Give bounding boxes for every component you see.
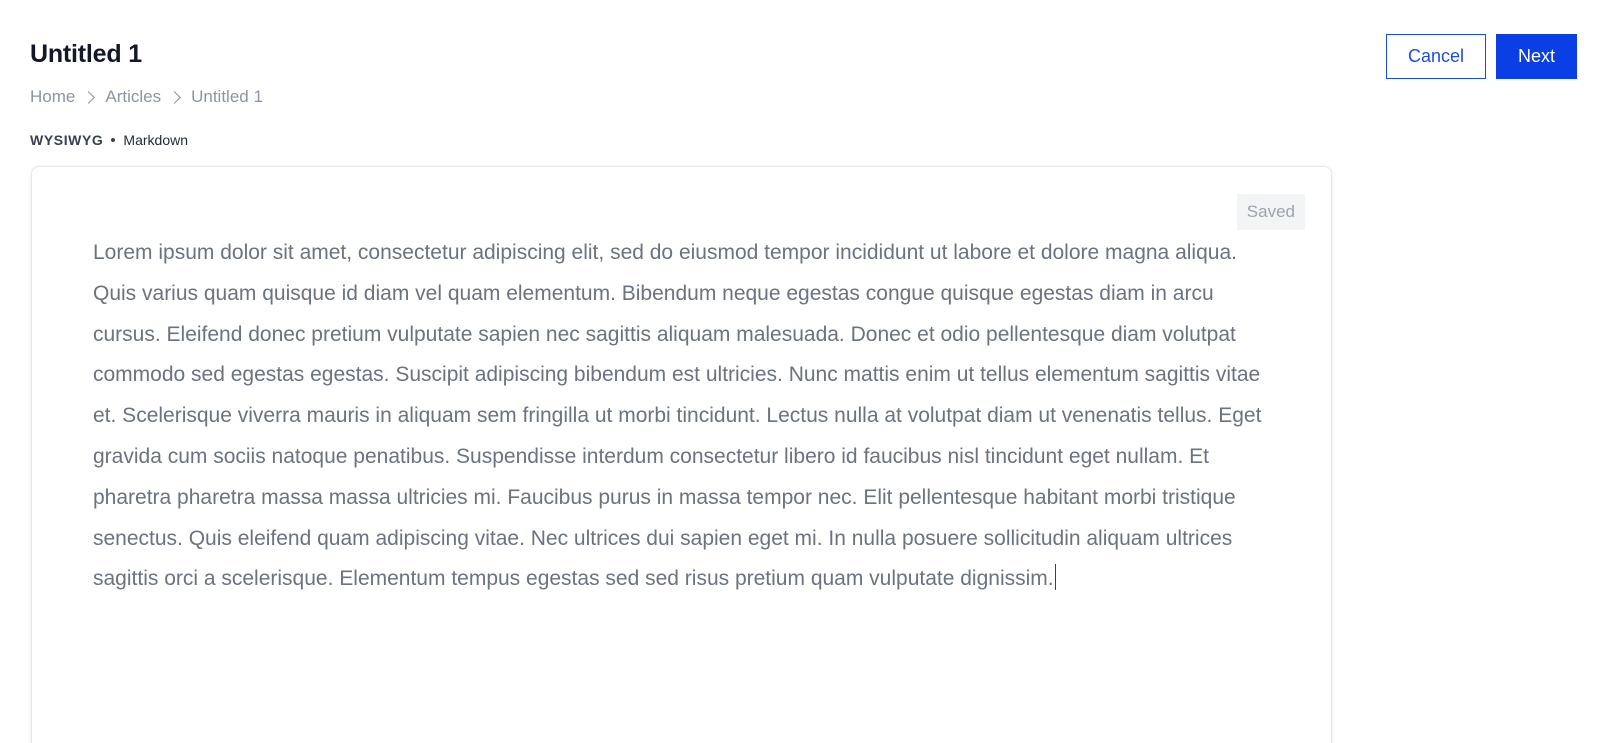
editor-content: Lorem ipsum dolor sit amet, consectetur adipiscing elit, sed do eiusmod tempor incididunt ut labore et dolore magna aliqua. Quis varius quam quisque id diam vel quam elementum. Bibendum neque egestas congue quisque egestas diam in arcu cursus. Eleifend donec pretium vulputate sapien nec sagittis aliquam malesuada. Donec et odio pellentesque diam volutpat commodo sed egestas egestas. Suscipit adipiscing bibendum est ultricies. Nunc mattis enim ut tellus elementum sagittis vitae et. Scelerisque viverra mauris in aliquam sem fringilla ut morbi tincidunt. Lectus nulla at volutpat diam ut venenatis tellus. Eget gravida cum sociis natoque penatibus. Suspendisse interdum consectetur libero id faucibus nisl tincidunt eget nullam. Et pharetra pharetra massa massa ultricies mi. Faucibus purus in massa tempor nec. Elit pellentesque habitant morbi tristique senectus. Quis eleifend quam adipiscing vitae. Nec ultrices dui sapien eget mi. In nulla posuere sollicitudin aliquam ultrices sagittis orci a scelerisque. Elementum tempus egestas sed sed risus pretium quam vulputate dignissim. — [93, 241, 1262, 591]
separator-dot — [111, 138, 115, 142]
breadcrumb-articles[interactable]: Articles — [105, 87, 162, 106]
cancel-button[interactable]: Cancel — [1386, 34, 1486, 79]
editor-textarea[interactable] — [93, 233, 1278, 600]
mode-markdown[interactable]: Markdown — [123, 132, 189, 148]
page-title: Untitled 1 — [30, 40, 142, 68]
chevron-right-icon — [168, 91, 181, 104]
breadcrumb — [30, 87, 263, 107]
saved-status-badge: Saved — [1237, 194, 1305, 230]
mode-wysiwyg[interactable]: WYSIWYG — [30, 132, 104, 148]
breadcrumb-current: Untitled 1 — [191, 87, 263, 106]
editor-panel — [31, 166, 1332, 743]
next-button[interactable]: Next — [1496, 34, 1577, 79]
chevron-right-icon — [82, 91, 95, 104]
breadcrumb-home[interactable]: Home — [30, 87, 76, 106]
editor-mode-switch — [30, 132, 188, 148]
text-caret — [1055, 564, 1056, 590]
